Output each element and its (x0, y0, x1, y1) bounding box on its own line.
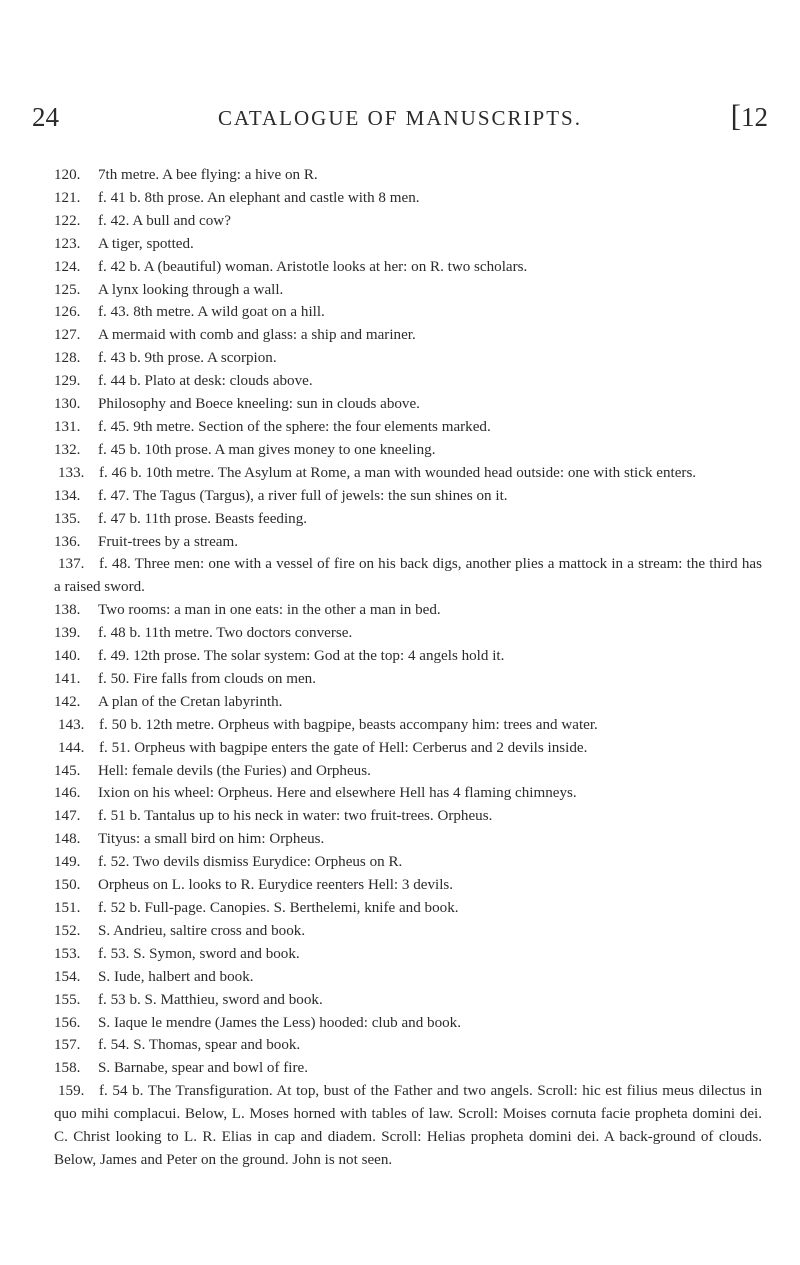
catalogue-entries (54, 164, 762, 1172)
entry-text: f. 54 b. The Transfiguration. At top, bust of the Father and two angels. (99, 1083, 533, 1100)
entry-text: f. 53 b. S. Matthieu, sword and book. (98, 991, 323, 1008)
entry-text: A lynx looking through a wall. (98, 281, 284, 298)
running-header (32, 98, 768, 142)
entry-number: 155. (54, 991, 81, 1008)
entry-text: Two rooms: a man in one eats: in the other a man in bed. (98, 602, 441, 619)
entry-text: S. Iaque le mendre (James the Less) hooded: club and book. (98, 1014, 461, 1031)
entry-text: f. 51 b. Tantalus up to his neck in water: two fruit-trees. Orpheus. (98, 808, 493, 825)
entry-text: 7th metre. A bee flying: a hive on R. (98, 167, 318, 183)
entry-number: 121. (54, 189, 81, 206)
catalogue-entry (54, 897, 762, 920)
catalogue-entry (54, 508, 762, 531)
catalogue-entry (54, 256, 762, 279)
entry-number: 127. (54, 327, 81, 344)
catalogue-entry (54, 668, 762, 691)
page-number: 24 (32, 102, 59, 132)
entry-text: S. Barnabe, spear and bowl of fire. (98, 1060, 308, 1077)
entry-text: f. 47. The Tagus (Targus), a river full of jewels: the sun shines on it. (98, 487, 508, 504)
catalogue-entry (54, 164, 762, 187)
entry-text: f. 42 b. A (beautiful) woman. Aristotle looks at her: on R. two scholars. (98, 258, 528, 275)
catalogue-entry (54, 851, 762, 874)
entry-number: 148. (54, 831, 81, 848)
entry-number: 146. (54, 785, 81, 802)
section-ref-bracket: [ (730, 98, 741, 133)
entry-text: f. 42. A bull and cow? (98, 212, 231, 229)
catalogue-entry (54, 828, 762, 851)
entry-number: 140. (54, 648, 81, 665)
catalogue-entry (54, 301, 762, 324)
catalogue-entry (54, 416, 762, 439)
catalogue-entry (54, 553, 762, 599)
entry-text: f. 48. Three men: one with a vessel of fire on his back digs, another plies a (99, 556, 555, 573)
entry-number: 130. (54, 396, 81, 413)
entry-text: f. 49. 12th prose. The solar system: God at the top: 4 angels hold it. (98, 648, 505, 665)
entry-number: 131. (54, 418, 81, 435)
entry-number: 156. (54, 1014, 81, 1031)
entry-number: 150. (54, 877, 81, 894)
entry-text: Hell: female devils (the Furies) and Orpheus. (98, 762, 371, 779)
entry-text: f. 51. Orpheus with bagpipe enters the gate of Hell: Cerberus and 2 devils (99, 739, 544, 756)
catalogue-entry (54, 370, 762, 393)
entry-text: S. Iude, halbert and book. (98, 968, 254, 985)
section-ref-number: 12 (741, 102, 768, 132)
entry-number: 151. (54, 900, 81, 916)
catalogue-entry (54, 645, 762, 668)
catalogue-entry (54, 805, 762, 828)
catalogue-entry (54, 485, 762, 508)
catalogue-entry (54, 1012, 762, 1035)
entry-text: f. 46 b. 10th metre. The Asylum at Rome, a man with wounded head (99, 464, 513, 481)
entry-number: 143. (58, 716, 85, 733)
entry-text: Philosophy and Boece kneeling: sun in clouds above. (98, 396, 420, 413)
entry-text: f. 45. 9th metre. Section of the sphere: the four elements marked. (98, 418, 491, 435)
entry-text: f. 50 b. 12th metre. Orpheus with bagpipe, beasts accompany him: trees and (99, 716, 558, 733)
entry-text: f. 44 b. Plato at desk: clouds above. (98, 373, 313, 390)
catalogue-entry (54, 622, 762, 645)
entry-number: 137. (58, 556, 85, 573)
entry-number: 120. (54, 167, 81, 183)
catalogue-entry (54, 1057, 762, 1080)
entry-text: A tiger, spotted. (98, 235, 194, 252)
entry-number: 139. (54, 625, 81, 642)
entry-text: Fruit-trees by a stream. (98, 533, 238, 550)
entry-text: f. 48 b. 11th metre. Two doctors converse. (98, 625, 353, 642)
entry-text: S. Andrieu, saltire cross and book. (98, 922, 306, 939)
entry-text: f. 41 b. 8th prose. An elephant and castle with 8 men. (98, 189, 420, 206)
entry-number: 125. (54, 281, 81, 298)
catalogue-entry (54, 233, 762, 256)
catalogue-entry (54, 943, 762, 966)
catalogue-entry (54, 989, 762, 1012)
catalogue-entry (54, 439, 762, 462)
running-title: CATALOGUE OF MANUSCRIPTS. (218, 106, 582, 130)
entry-number: 153. (54, 945, 81, 962)
catalogue-entry (54, 599, 762, 622)
catalogue-entry (54, 187, 762, 210)
entry-number: 122. (54, 212, 81, 229)
entry-number: 129. (54, 373, 81, 390)
catalogue-entry (54, 920, 762, 943)
entry-number: 141. (54, 670, 81, 687)
catalogue-entry (54, 1080, 762, 1172)
entry-number: 136. (54, 533, 81, 550)
catalogue-entry (54, 966, 762, 989)
entry-text: f. 54. S. Thomas, spear and book. (98, 1037, 301, 1054)
entry-number: 124. (54, 258, 81, 275)
entry-text: Orpheus on L. looks to R. Eurydice reenters Hell: 3 devils. (98, 877, 454, 894)
catalogue-entry (54, 324, 762, 347)
entry-number: 144. (58, 739, 85, 756)
entry-text: f. 45 b. 10th prose. A man gives money to one kneeling. (98, 441, 436, 458)
entry-text: f. 52 b. Full-page. Canopies. S. Berthelemi, knife and book. (98, 900, 459, 916)
entry-text: Ixion on his wheel: Orpheus. Here and elsewhere Hell has 4 flaming chimneys. (98, 785, 577, 802)
entry-text: f. 53. S. Symon, sword and book. (98, 945, 300, 962)
entry-number: 138. (54, 602, 81, 619)
entry-text: f. 52. Two devils dismiss Eurydice: Orpheus on R. (98, 854, 403, 871)
entry-number: 152. (54, 922, 81, 939)
catalogue-entry (54, 393, 762, 416)
entry-number: 123. (54, 235, 81, 252)
entry-number: 145. (54, 762, 81, 779)
entry-number: 158. (54, 1060, 81, 1077)
catalogue-entry (54, 347, 762, 370)
entry-number: 149. (54, 854, 81, 871)
catalogue-entry (54, 874, 762, 897)
catalogue-entry (54, 462, 762, 485)
entry-text: f. 43. 8th metre. A wild goat on a hill. (98, 304, 325, 321)
entry-text: A mermaid with comb and glass: a ship and mariner. (98, 327, 416, 344)
entry-number: 126. (54, 304, 81, 321)
entry-continuation: Scroll: hic est filius meus dilectus in quo mihi complacui. Below, L. Moses horned with tables of law. Scroll: Moises cornuta facie propheta domini dei. C. Christ looking to L. R. Elias in cap and diadem. Scroll: Helias propheta domini dei. A back-ground of clouds. Below, James and Peter on the ground. John is not seen. (54, 1083, 762, 1168)
entry-number: 134. (54, 487, 81, 504)
catalogue-entry (54, 760, 762, 783)
entry-number: 147. (54, 808, 81, 825)
entry-number: 128. (54, 350, 81, 367)
entry-number: 133. (58, 464, 85, 481)
entry-number: 154. (54, 968, 81, 985)
entry-text: Tityus: a small bird on him: Orpheus. (98, 831, 325, 848)
entry-number: 157. (54, 1037, 81, 1054)
catalogue-entry (54, 531, 762, 554)
entry-continuation: water. (561, 716, 598, 733)
section-ref (730, 98, 768, 133)
entry-number: 142. (54, 693, 81, 710)
catalogue-entry (54, 1034, 762, 1057)
catalogue-entry (54, 737, 762, 760)
entry-continuation: outside: one with stick enters. (516, 464, 697, 481)
entry-text: f. 47 b. 11th prose. Beasts feeding. (98, 510, 308, 527)
entry-text: f. 43 b. 9th prose. A scorpion. (98, 350, 277, 367)
catalogue-entry (54, 782, 762, 805)
entry-continuation: inside. (547, 739, 588, 756)
catalogue-entry (54, 279, 762, 302)
catalogue-entry (54, 210, 762, 233)
entry-text: f. 50. Fire falls from clouds on men. (98, 670, 316, 687)
entry-continuation: mattock in a stream: the third has a raised sword. (54, 556, 762, 596)
entry-number: 135. (54, 510, 81, 527)
catalogue-entry (54, 714, 762, 737)
entry-text: A plan of the Cretan labyrinth. (98, 693, 283, 710)
entry-number: 159. (58, 1083, 85, 1100)
catalogue-entry (54, 691, 762, 714)
entry-number: 132. (54, 441, 81, 458)
